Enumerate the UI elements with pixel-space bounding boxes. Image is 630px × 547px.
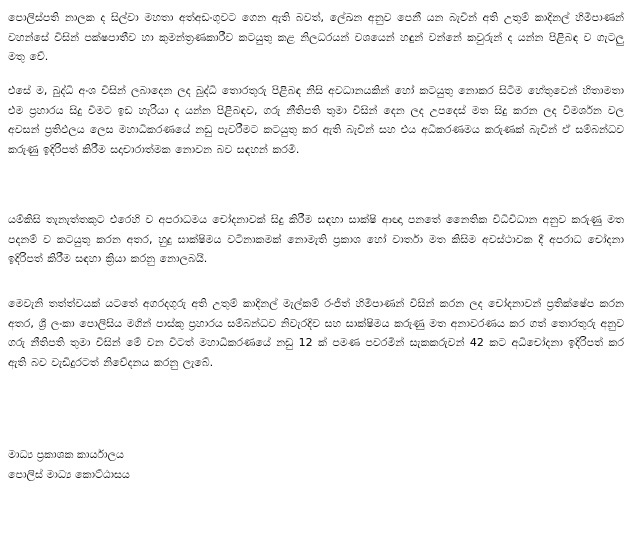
paragraph-3: යම්කිසි තැනැත්තකුට එරෙහි ව අපරාධමය චෝදනාවක් සිදු කිරීම සඳහා සාක්ෂි ආඥා පනතේ නෛතික විධිවිධාන අනුව කරුණු මත පදනම් ව කටයුතු කරන අතර, හුදු සාක්ෂිමය වටිනාකමක් නොමැති ප්‍රකාශ හෝ වාර්තා මත කිසිම අවස්ථාවක දී අපරාධ චෝදනා ඉදිරිපත් කිරීම සඳහා ක්‍රියා කරනු නොලබයි. — [8, 213, 624, 265]
signature-office: මාධ්‍ය ප්‍රකාශක කාර්යාලය — [8, 448, 124, 461]
signature-division: පොලිස් මාධ්‍ය කොට්ඨාසය — [8, 467, 130, 481]
paragraph-4: මෙවැනි තත්ත්වයක් යටතේ අගරදගුරු අති උතුම් කාදිනල් මැල්කම් රංජිත් හිමිපාණන් විසින් කරන ලද චෝදනාවන් ප්‍රතික්ෂේප කරන අතර, ශ්‍රී ලංකා පොලිසිය මගින් පාස්කු ප්‍රහාරය සම්බන්ධව නිවැරදිව සහ සාක්ෂිමය කරුණු මත අනාවරණය කර ගත් තොරතුරු අනුව ගරු නීතිපති තුමා විසින් මේ වන විටත් මහාධිකරණයේ නඩු 12 ක් පමණ පවරමින් සැකකරුවන් 42 කට අධිචෝදනා ඉදිරිපත් කර ඇති බව වැඩිදුරටත් නිවේදනය කරනු ලැබේ. — [8, 297, 624, 369]
signature-block — [8, 445, 130, 484]
paragraph-1: පොලිස්පති නාලක ද සිල්වා මහතා අත්අඩංගුවට ගෙන ඇති බවත්, ලේඛන අනුව පෙනී යන බැවින් අති උතුම් කාදිනල් හිමිපාණන් වහන්සේ විසින් පක්ෂපාතීව හා කුමන්ත්‍රණකාරීව කටයුතු කළ නිලධරයන් වශයෙන් හඳුන් වන්නේ කවුරුන් ද යන්න පිළිබඳ ව ගැටලු මතු වේ. — [8, 11, 624, 63]
paragraph-2: එසේ ම, බුද්ධි අංශ විසින් ලබාදෙන ලද බුද්ධි තොරතුරු පිළිබඳ නිසි අවධානයකින් හෝ කටයුතු නොකර සිටීම හේතුවෙන් හිතාමතා එම ප්‍රහාරය සිදු වීමට ඉඩ හැරියා ද යන්න පිළිබඳව, ගරු නීතිපති තුමා විසින් දෙන ලද උපදෙස් මත සිදු කරන ලද විමර්ශන වල අවසන් ප්‍රතිඵලය ලෙස මහාධිකරණයේ නඩු පැවරීමට කටයුතු කර ඇති බැවින් සහ එය අධිකරණමය කරුණක් බැවින් ඒ සම්බන්ධව කරුණු ඉදිරිපත් කිරීම සදාචාරාත්මක නොවන බව සඳහන් කරමි. — [8, 84, 624, 156]
